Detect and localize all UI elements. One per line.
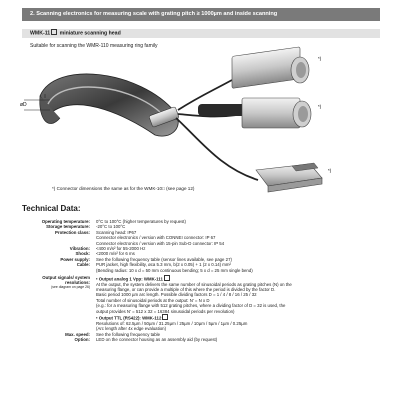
ttl-heading: • Output TTL (RS422): WMK-112 <box>96 314 380 321</box>
output-label: Output signals/ system resolutions: (see diagram on page 26) <box>42 274 90 290</box>
spec-row-output: Output signals/ system resolutions: (see diagram on page 26) • Output analog 1 Vpp: WMK-111 At the output, the system delivers the same number of sinusoidal periods as grating pitches (N) on the measuring flange, or can provide a multiple of this where the period is divided by the factor D. Basic period 1000 µm arc length. Possible dividing factors D = 1 / 4 / 8 / 16 / 25 / 32 Total number of sinusoidal periods at the output: N' = N x D (e.g.: for a measuring flange with 512 grating pitches, where a dividing factor of D = 32 is used, the output provides N' = 512 x 32 = 16384 sinusoidal periods per revolution) • Output TTL (RS422): WMK-112 Resolutions of: 62.5µm / 50µm / 31.25µm / 25µm / 10µm / 5µm / 1µm / 0.25µm (Arc length after 4x edge evaluation) <box>22 275 380 332</box>
technical-data-title: Technical Data: <box>22 204 81 213</box>
spec-row-power: Power supply: See the following frequency table (sensor lines available, see page 27) <box>60 256 232 262</box>
spec-row-storage-temp: Storage temperature: -20°C to 100°C <box>46 224 126 230</box>
spec-row-cable: Cable: PUR jacket, high flexibility, øca 5.3 mm, b(2 x 0.05) + 1 (2 x 0.14) mm² (Bending radius: 10 x d = 50 mm continuous bending; 5 x d = 25 mm single bend) <box>76 262 253 273</box>
product-title-suffix: miniature scanning head <box>58 30 121 37</box>
analog-heading: • Output analog 1 Vpp: WMK-111 <box>96 275 380 282</box>
connector-marker: *) <box>318 56 322 61</box>
connector-marker: *) <box>318 104 322 109</box>
variant-box-icon <box>164 275 170 281</box>
suitable-note: Suitable for scanning the WMR-110 measuring ring family <box>30 43 158 49</box>
cables <box>176 80 258 180</box>
measuring-ring <box>40 74 178 136</box>
connector-top <box>232 47 309 89</box>
variant-box-icon <box>162 314 168 320</box>
connector-footnote: *) Connector dimensions the same as for the WMK-10□ (see page 12) <box>52 186 195 191</box>
spec-row-protection: Protection class: Scanning head: IP67 Connector electronics / version with CONNEI connector: IP 67 Connector electronics / version with 15-pin Sub-D connector: IP 54 <box>54 229 225 246</box>
product-subheading <box>22 29 380 38</box>
product-title-prefix: WMK-11 <box>30 30 51 37</box>
spec-row-vibration: Vibration: <400 m/s² for 55-2000 Hz <box>69 246 146 252</box>
connector-marker: *) <box>328 168 332 173</box>
dimension-label: øD <box>20 102 27 108</box>
connector-subd <box>256 163 322 192</box>
spec-row-option: Option: LED on the connector housing as an assembly aid (by request) <box>74 337 218 343</box>
section-header: 2. Scanning electronics for measuring scale with grating pitch ≥ 1000µm and inside scanning <box>22 8 380 21</box>
spec-row-shock: Shock: <2000 m/s² for 6 ms <box>75 251 135 257</box>
variant-box-icon <box>51 29 57 35</box>
spec-list <box>22 219 380 343</box>
connector-middle <box>198 98 311 128</box>
spec-row-max-speed: Max. speed: See the following frequency table <box>65 331 160 337</box>
spec-row-operating-temp: Operating temperature: 0°C to 100°C (higher temperatures by request) <box>41 219 186 224</box>
